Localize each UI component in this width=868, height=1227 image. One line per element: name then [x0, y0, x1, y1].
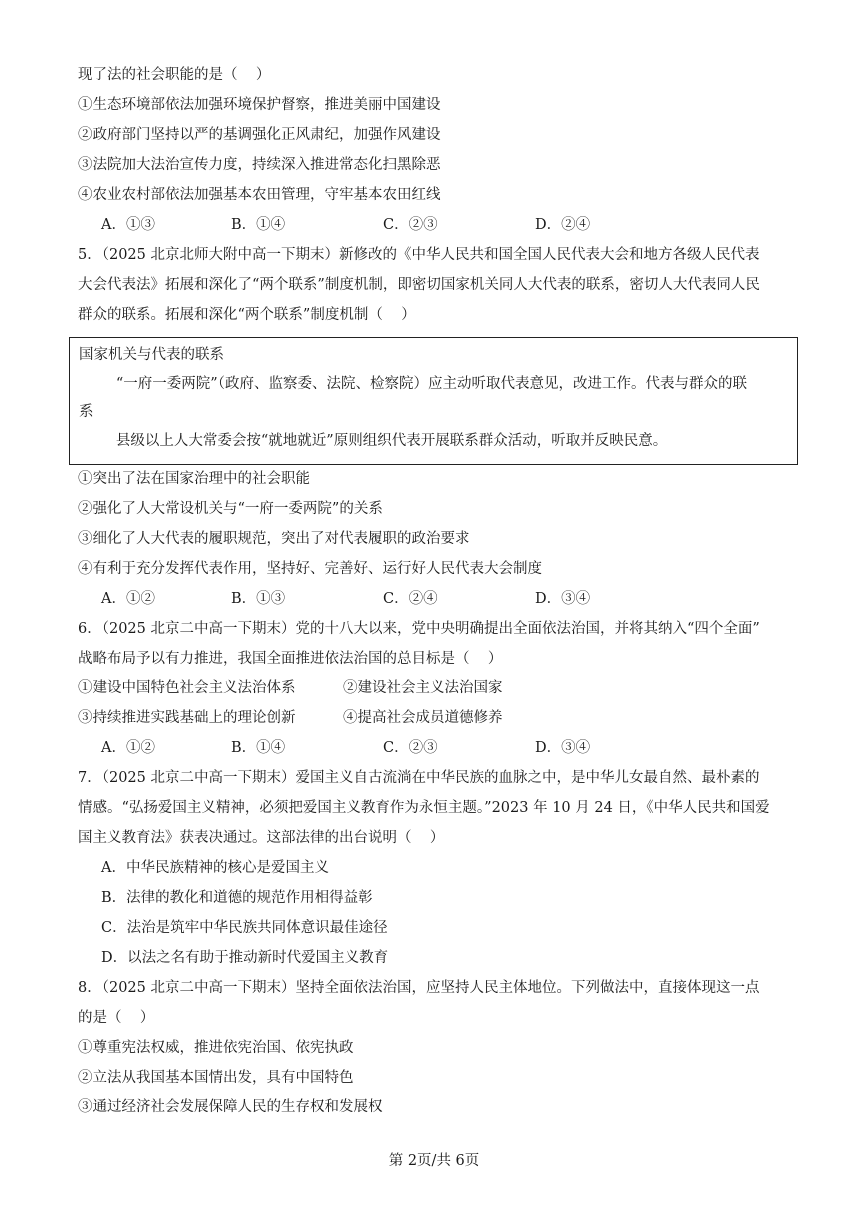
q7-stem-line-1: 7．（2025 北京二中高一下期末）爱国主义自古流淌在中华民族的血脉之中，是中华儿女最自然、最朴素的 — [78, 770, 760, 786]
q6-stem-line-1: 6．（2025 北京二中高一下期末）党的十八大以来，党中央明确提出全面依法治国，并将其纳入“四个全面” — [78, 621, 760, 637]
q6-option-b: B．①④ — [231, 740, 286, 756]
q6-item-1: ①建设中国特色社会主义法治体系 — [78, 680, 296, 696]
q5-stem-line-1: 5．（2025 北京北师大附中高一下期末）新修改的《中华人民共和国全国人民代表大会和地方各级人民代表 — [78, 247, 760, 263]
q5-stem-line-2: 大会代表法》拓展和深化了“两个联系”制度机制，即密切国家机关同人大代表的联系，密切人大代表同人民 — [78, 277, 760, 293]
q5-option-b: B．①③ — [231, 591, 286, 607]
q4-option-b: B．①④ — [231, 217, 286, 233]
q5-item-1: ①突出了法在国家治理中的社会职能 — [78, 471, 310, 487]
q5-item-4: ④有利于充分发挥代表作用，坚持好、完善好、运行好人民代表大会制度 — [78, 561, 542, 577]
q7-option-c: C．法治是筑牢中华民族共同体意识最佳途径 — [101, 920, 388, 936]
q6-item-2: ②建设社会主义法治国家 — [343, 680, 503, 696]
q6-stem-line-2: 战略布局予以有力推进，我国全面推进依法治国的总目标是（ ） — [78, 651, 503, 667]
q6-item-4: ④提高社会成员道德修养 — [343, 710, 503, 726]
q6-option-d: D．③④ — [535, 740, 591, 756]
q4-item-1: ①生态环境部依法加强环境保护督察，推进美丽中国建设 — [78, 97, 441, 113]
q5-option-d: D．③④ — [535, 591, 591, 607]
q8-stem-line-1: 8．（2025 北京二中高一下期末）坚持全面依法治国，应坚持人民主体地位。下列做法中，直接体现这一点 — [78, 980, 760, 996]
q5-stem-line-3: 群众的联系。拓展和深化“两个联系”制度机制（ ） — [78, 307, 416, 323]
q7-stem-line-3: 国主义教育法》获表决通过。这部法律的出台说明（ ） — [78, 830, 445, 846]
q7-option-a: A．中华民族精神的核心是爱国主义 — [101, 860, 329, 876]
q7-stem-line-2: 情感。“弘扬爱国主义精神，必须把爱国主义教育作为永恒主题。”2023 年 10 月 24 日，《中华人民共和国爱 — [78, 800, 770, 816]
page-number-footer: 第 2页/共 6页 — [388, 1153, 480, 1169]
q5-box-heading: 国家机关与代表的联系 — [79, 347, 224, 363]
q4-option-d: D．②④ — [535, 217, 591, 233]
q8-stem-line-2: 的是（ ） — [78, 1010, 155, 1026]
q5-box-para-1-cont: 系 — [79, 404, 94, 420]
q4-item-4: ④农业农村部依法加强基本农田管理，守牢基本农田红线 — [78, 187, 441, 203]
q6-option-c: C．②③ — [383, 740, 438, 756]
q5-material-box — [69, 337, 798, 465]
q8-item-1: ①尊重宪法权威，推进依宪治国、依宪执政 — [78, 1040, 354, 1056]
q5-option-a: A．①② — [101, 591, 155, 607]
q5-box-para-2: 县级以上人大常委会按“就地就近”原则组织代表开展联系群众活动，听取并反映民意。 — [79, 433, 668, 449]
q5-item-2: ②强化了人大常设机关与“一府一委两院”的关系 — [78, 501, 383, 517]
q7-option-d: D．以法之名有助于推动新时代爱国主义教育 — [101, 950, 389, 966]
q4-stem-tail: 现了法的社会职能的是（ ） — [78, 67, 271, 83]
q4-item-3: ③法院加大法治宣传力度，持续深入推进常态化扫黑除恶 — [78, 157, 441, 173]
q6-option-a: A．①② — [101, 740, 155, 756]
q4-option-a: A．①③ — [101, 217, 155, 233]
q4-item-2: ②政府部门坚持以严的基调强化正风肃纪，加强作风建设 — [78, 127, 441, 143]
q7-option-b: B．法律的教化和道德的规范作用相得益彰 — [101, 890, 373, 906]
q6-item-3: ③持续推进实践基础上的理论创新 — [78, 710, 296, 726]
q5-item-3: ③细化了人大代表的履职规范，突出了对代表履职的政治要求 — [78, 531, 470, 547]
q8-item-3: ③通过经济社会发展保障人民的生存权和发展权 — [78, 1099, 383, 1115]
q5-option-c: C．②④ — [383, 591, 438, 607]
q5-box-para-1: “一府一委两院”（政府、监察委、法院、检察院）应主动听取代表意见，改进工作。代表与群众的联 — [79, 376, 747, 392]
q8-item-2: ②立法从我国基本国情出发，具有中国特色 — [78, 1070, 354, 1086]
q4-option-c: C．②③ — [383, 217, 438, 233]
